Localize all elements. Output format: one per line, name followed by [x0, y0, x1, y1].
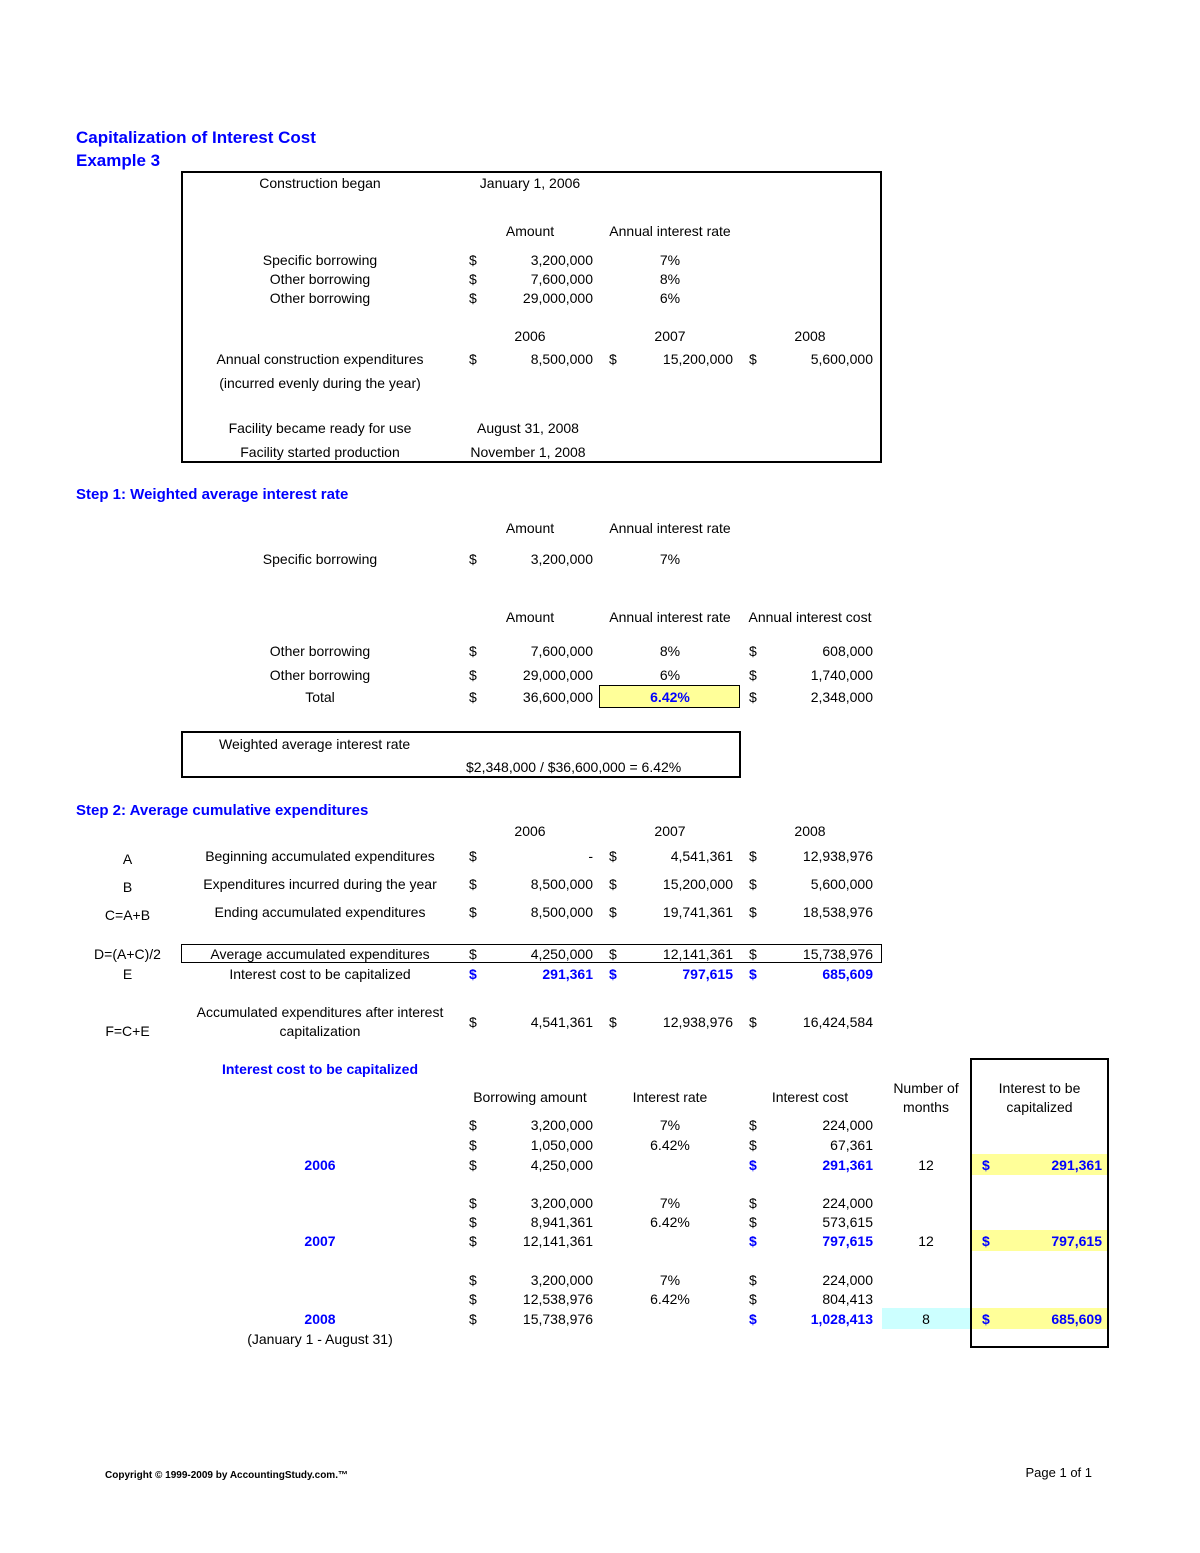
borrowing-amount: 7,600,000	[530, 271, 593, 287]
borrowing-amount: 1,050,000	[530, 1137, 593, 1153]
group-months: 12	[918, 1157, 934, 1173]
dollar-sign: $	[469, 966, 477, 982]
dollar-sign: $	[749, 1311, 757, 1327]
months-header: months	[903, 1099, 949, 1115]
ready-value: August 31, 2008	[477, 420, 579, 436]
row-value: 19,741,361	[662, 904, 733, 920]
row-code: A	[122, 851, 133, 867]
dollar-sign: $	[749, 848, 757, 864]
row-label: Expenditures incurred during the year	[203, 876, 437, 892]
dollar-sign: $	[469, 1291, 477, 1307]
borrowing-amount: 3,200,000	[530, 1117, 593, 1133]
row-label: Beginning accumulated expenditures	[205, 848, 435, 864]
dollar-sign: $	[469, 551, 477, 567]
construction-began-label: Construction began	[259, 175, 381, 191]
group-total-amount: 4,250,000	[530, 1157, 593, 1173]
dollar-sign: $	[469, 1233, 477, 1249]
expenditure-value: 15,200,000	[662, 351, 733, 367]
step1-heading: Step 1: Weighted average interest rate	[76, 486, 349, 503]
dollar-sign: $	[749, 966, 757, 982]
dollar-sign: $	[469, 667, 477, 683]
group-year: 2008	[304, 1311, 336, 1327]
amount-header: Amount	[505, 520, 555, 536]
dollar-sign: $	[749, 1272, 757, 1288]
group-capitalized: 685,609	[1051, 1311, 1102, 1327]
row-value: 5,600,000	[810, 876, 873, 892]
production-value: November 1, 2008	[470, 444, 586, 460]
year-header: 2006	[514, 328, 546, 344]
other-borrowing-cost: 608,000	[822, 643, 873, 659]
dollar-sign: $	[469, 290, 477, 306]
dollar-sign: $	[749, 1291, 757, 1307]
dollar-sign: $	[469, 1014, 477, 1030]
borrowing-rate: 8%	[659, 271, 681, 287]
year-header: 2006	[514, 823, 546, 839]
row-label: Average accumulated expenditures	[210, 946, 430, 962]
dollar-sign: $	[469, 876, 477, 892]
group-total-amount: 12,141,361	[522, 1233, 593, 1249]
row-value: -	[588, 848, 593, 864]
row-code: D=(A+C)/2	[94, 946, 161, 962]
page-subtitle: Example 3	[76, 151, 161, 170]
weighted-rate-box-label: Weighted average interest rate	[219, 736, 411, 752]
dollar-sign: $	[749, 1157, 757, 1173]
expenditure-value: 5,600,000	[810, 351, 873, 367]
dollar-sign: $	[469, 1157, 477, 1173]
row-value: 4,541,361	[670, 848, 733, 864]
dollar-sign: $	[469, 1214, 477, 1230]
group-total-amount: 15,738,976	[522, 1311, 593, 1327]
interest-rate: 6.42%	[650, 1214, 690, 1230]
other-borrowing-amount: 29,000,000	[522, 667, 593, 683]
group-capitalized: 291,361	[1051, 1157, 1102, 1173]
row-label: Interest cost to be capitalized	[229, 966, 411, 982]
dollar-sign: $	[469, 904, 477, 920]
year-header: 2008	[794, 328, 826, 344]
interest-rate: 6.42%	[650, 1137, 690, 1153]
dollar-sign: $	[749, 667, 757, 683]
interest-cost: 804,413	[822, 1291, 873, 1307]
year-header: 2008	[794, 823, 826, 839]
rate-header: Annual interest rate	[609, 520, 731, 536]
dollar-sign: $	[469, 1117, 477, 1133]
row-value: 8,500,000	[530, 904, 593, 920]
row-value: 12,141,361	[662, 946, 733, 962]
other-borrowing-rate: 6%	[659, 667, 681, 683]
weighted-rate-formula: $2,348,000 / $36,600,000 = 6.42%	[466, 759, 682, 775]
borrowing-amount: 8,941,361	[530, 1214, 593, 1230]
borrowing-rate: 7%	[659, 252, 681, 268]
rate-header: Annual interest rate	[609, 609, 731, 625]
row-label: Ending accumulated expenditures	[214, 904, 426, 920]
dollar-sign: $	[749, 1137, 757, 1153]
total-label: Total	[305, 689, 335, 705]
other-borrowing-label: Other borrowing	[269, 643, 371, 659]
interest-rate: 7%	[659, 1272, 681, 1288]
row-code: B	[122, 879, 133, 895]
borrowing-label: Other borrowing	[269, 290, 371, 306]
specific-borrowing-amount: 3,200,000	[530, 551, 593, 567]
step2-heading: Step 2: Average cumulative expenditures	[76, 802, 369, 819]
group-total-cost: 797,615	[822, 1233, 873, 1249]
dollar-sign: $	[749, 904, 757, 920]
specific-borrowing-label: Specific borrowing	[262, 551, 378, 567]
capitalized-header: Interest to be	[998, 1080, 1081, 1096]
row-label: capitalization	[279, 1023, 361, 1039]
dollar-sign: $	[749, 1233, 757, 1249]
interest-cost: 224,000	[822, 1272, 873, 1288]
borrowing-amount: 12,538,976	[522, 1291, 593, 1307]
dollar-sign: $	[749, 1195, 757, 1211]
expenditure-value: 8,500,000	[530, 351, 593, 367]
dollar-sign: $	[609, 946, 617, 962]
borrowing-amount: 29,000,000	[522, 290, 593, 306]
row-value: 15,200,000	[662, 876, 733, 892]
interest-cost: 573,615	[822, 1214, 873, 1230]
page-number: Page 1 of 1	[1025, 1465, 1092, 1480]
dollar-sign: $	[749, 1117, 757, 1133]
dollar-sign: $	[749, 946, 757, 962]
production-label: Facility started production	[240, 444, 400, 460]
dollar-sign: $	[982, 1233, 990, 1249]
dollar-sign: $	[469, 351, 477, 367]
borrowing-amount-header: Borrowing amount	[473, 1089, 587, 1105]
row-value: 4,541,361	[530, 1014, 593, 1030]
row-value: 291,361	[542, 966, 593, 982]
dollar-sign: $	[749, 351, 757, 367]
borrowing-label: Other borrowing	[269, 271, 371, 287]
group-total-cost: 1,028,413	[810, 1311, 873, 1327]
interest-cost: 67,361	[830, 1137, 873, 1153]
other-borrowing-rate: 8%	[659, 643, 681, 659]
construction-began-value: January 1, 2006	[479, 175, 581, 191]
dollar-sign: $	[469, 252, 477, 268]
dollar-sign: $	[749, 876, 757, 892]
group-year: 2007	[304, 1233, 336, 1249]
row-value: 12,938,976	[802, 848, 873, 864]
interest-cost: 224,000	[822, 1117, 873, 1133]
interest-rate-header: Interest rate	[632, 1089, 708, 1105]
year-header: 2007	[654, 823, 686, 839]
group-year: 2006	[304, 1157, 336, 1173]
row-value: 4,250,000	[530, 946, 593, 962]
page-title: Capitalization of Interest Cost	[76, 128, 316, 147]
row-value: 12,938,976	[662, 1014, 733, 1030]
group-period-note: (January 1 - August 31)	[247, 1331, 393, 1347]
cost-header: Annual interest cost	[748, 609, 872, 625]
specific-borrowing-rate: 7%	[659, 551, 681, 567]
dollar-sign: $	[469, 1137, 477, 1153]
rate-header: Annual interest rate	[609, 223, 731, 239]
dollar-sign: $	[749, 1214, 757, 1230]
total-amount: 36,600,000	[522, 689, 593, 705]
expenditures-note: (incurred evenly during the year)	[219, 375, 421, 391]
dollar-sign: $	[982, 1157, 990, 1173]
interest-rate: 6.42%	[650, 1291, 690, 1307]
capitalized-header: capitalized	[1006, 1099, 1073, 1115]
row-value: 16,424,584	[802, 1014, 873, 1030]
weighted-rate-value: 6.42%	[650, 689, 690, 705]
dollar-sign: $	[469, 1272, 477, 1288]
interest-rate: 7%	[659, 1117, 681, 1133]
months-header: Number of	[893, 1080, 959, 1096]
row-code: C=A+B	[104, 907, 151, 923]
row-value: 18,538,976	[802, 904, 873, 920]
dollar-sign: $	[469, 1311, 477, 1327]
other-borrowing-cost: 1,740,000	[810, 667, 873, 683]
row-code: F=C+E	[105, 1023, 150, 1039]
other-borrowing-label: Other borrowing	[269, 667, 371, 683]
amount-header: Amount	[505, 223, 555, 239]
interest-cost-header: Interest cost	[771, 1089, 849, 1105]
dollar-sign: $	[469, 689, 477, 705]
row-code: E	[122, 966, 133, 982]
total-cost: 2,348,000	[810, 689, 873, 705]
group-capitalized: 797,615	[1051, 1233, 1102, 1249]
interest-cost: 224,000	[822, 1195, 873, 1211]
borrowing-amount: 3,200,000	[530, 1195, 593, 1211]
dollar-sign: $	[609, 904, 617, 920]
borrowing-amount: 3,200,000	[530, 1272, 593, 1288]
dollar-sign: $	[609, 966, 617, 982]
dollar-sign: $	[749, 689, 757, 705]
dollar-sign: $	[469, 271, 477, 287]
dollar-sign: $	[609, 1014, 617, 1030]
group-months: 12	[918, 1233, 934, 1249]
copyright: Copyright © 1999-2009 by AccountingStudy.com.™	[105, 1470, 348, 1481]
expenditures-label: Annual construction expenditures	[216, 351, 424, 367]
row-value: 797,615	[682, 966, 733, 982]
dollar-sign: $	[749, 1014, 757, 1030]
row-label: Accumulated expenditures after interest	[196, 1004, 444, 1020]
ready-label: Facility became ready for use	[228, 420, 412, 436]
group-months: 8	[922, 1311, 930, 1327]
group-total-cost: 291,361	[822, 1157, 873, 1173]
dollar-sign: $	[982, 1311, 990, 1327]
row-value: 15,738,976	[802, 946, 873, 962]
borrowing-amount: 3,200,000	[530, 252, 593, 268]
borrowing-label: Specific borrowing	[262, 252, 378, 268]
dollar-sign: $	[609, 848, 617, 864]
interest-rate: 7%	[659, 1195, 681, 1211]
dollar-sign: $	[749, 643, 757, 659]
dollar-sign: $	[469, 946, 477, 962]
row-value: 8,500,000	[530, 876, 593, 892]
amount-header: Amount	[505, 609, 555, 625]
dollar-sign: $	[609, 876, 617, 892]
step3-heading: Interest cost to be capitalized	[221, 1061, 419, 1077]
dollar-sign: $	[469, 848, 477, 864]
dollar-sign: $	[469, 643, 477, 659]
borrowing-rate: 6%	[659, 290, 681, 306]
year-header: 2007	[654, 328, 686, 344]
row-value: 685,609	[822, 966, 873, 982]
other-borrowing-amount: 7,600,000	[530, 643, 593, 659]
dollar-sign: $	[609, 351, 617, 367]
dollar-sign: $	[469, 1195, 477, 1211]
